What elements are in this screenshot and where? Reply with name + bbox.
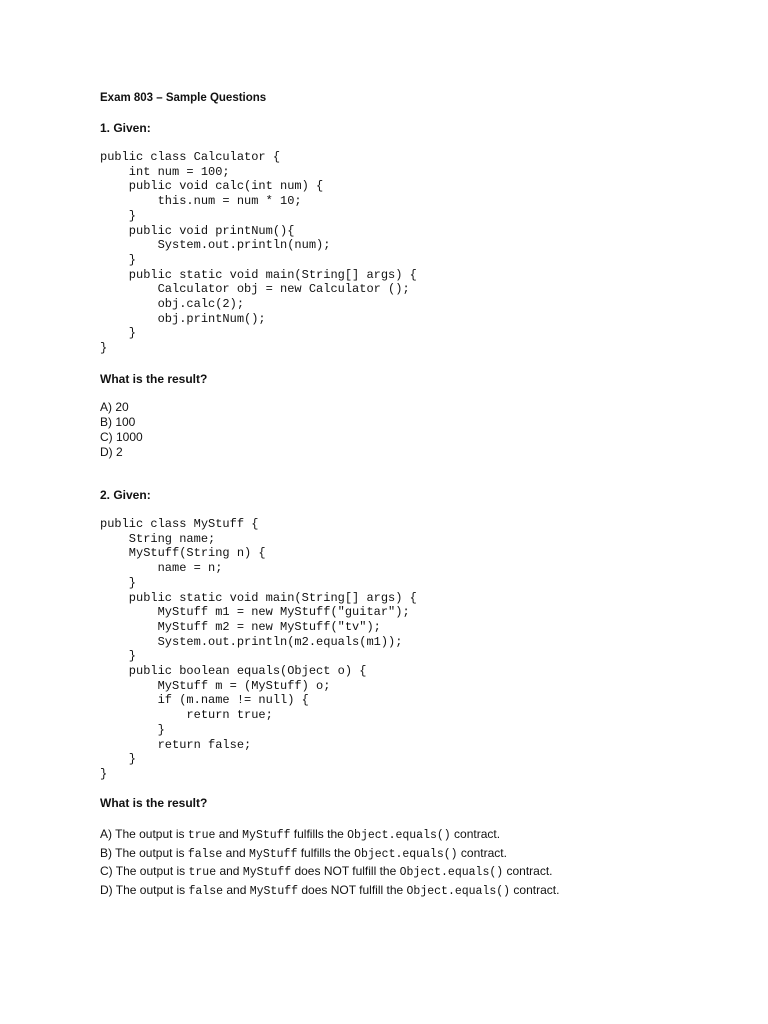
option-text: contract. [510, 882, 560, 897]
q2-option-c [100, 863, 559, 882]
q2-option-d [100, 882, 559, 901]
option-text: fulfills the [290, 827, 348, 841]
option-code-class: MyStuff [249, 847, 298, 861]
option-code-method: Object.equals() [347, 829, 451, 842]
option-code-method: Object.equals() [406, 884, 511, 898]
q1-options [100, 400, 143, 460]
option-text: C) The output is [100, 864, 189, 878]
option-text: and [215, 827, 243, 841]
q2-options [100, 826, 559, 900]
option-text: contract. [503, 864, 553, 878]
q1-code-block: public class Calculator { int num = 100; public void calc(int num) { this.num = num * 10; } public void printNum(){ System.out.println(num); } public static void main(String[] args) { Calculator obj = new Calculator (); obj.calc(2); obj.printNum(); } } [100, 150, 417, 356]
option-code-value: true [188, 866, 217, 879]
option-text: contract. [450, 827, 501, 841]
option-code-method: Object.equals() [354, 847, 458, 861]
option-text: does NOT fulfill the [298, 882, 407, 897]
q2-option-b [100, 845, 559, 864]
option-text: contract. [457, 845, 507, 860]
option-text: and [222, 845, 250, 860]
option-text: and [216, 864, 243, 878]
option-code-value: false [187, 847, 223, 861]
q1-option-b: B) 100 [100, 415, 136, 429]
option-text: B) The output is [100, 845, 188, 860]
q1-question: What is the result? [100, 372, 208, 386]
option-code-method: Object.equals() [399, 866, 504, 879]
q1-heading: 1. Given: [100, 121, 151, 135]
q2-question: What is the result? [100, 796, 208, 810]
option-text: D) The output is [100, 882, 189, 897]
option-code-value: true [187, 829, 216, 842]
q2-heading: 2. Given: [100, 488, 151, 502]
option-code-class: MyStuff [242, 829, 291, 842]
q1-option-c: C) 1000 [100, 430, 143, 444]
q2-option-a [100, 826, 559, 845]
option-text: fulfills the [297, 845, 355, 860]
q1-option-a: A) 20 [100, 400, 129, 414]
option-text: and [223, 882, 250, 897]
option-text: does NOT fulfill the [291, 864, 400, 878]
option-text: A) The output is [100, 827, 188, 841]
option-code-class: MyStuff [242, 866, 292, 879]
option-code-class: MyStuff [249, 884, 299, 898]
option-code-value: false [188, 884, 224, 898]
q1-option-d: D) 2 [100, 445, 123, 459]
q2-code-block: public class MyStuff { String name; MyStuff(String n) { name = n; } public static void main(String[] args) { MyStuff m1 = new MyStuff("guitar"); MyStuff m2 = new MyStuff("tv"); System.out.println(m2.equals(m1)); } public boolean equals(Object o) { MyStuff m = (MyStuff) o; if (m.name != null) { return true; } return false; } } [100, 517, 417, 781]
document-title: Exam 803 – Sample Questions [100, 92, 267, 104]
